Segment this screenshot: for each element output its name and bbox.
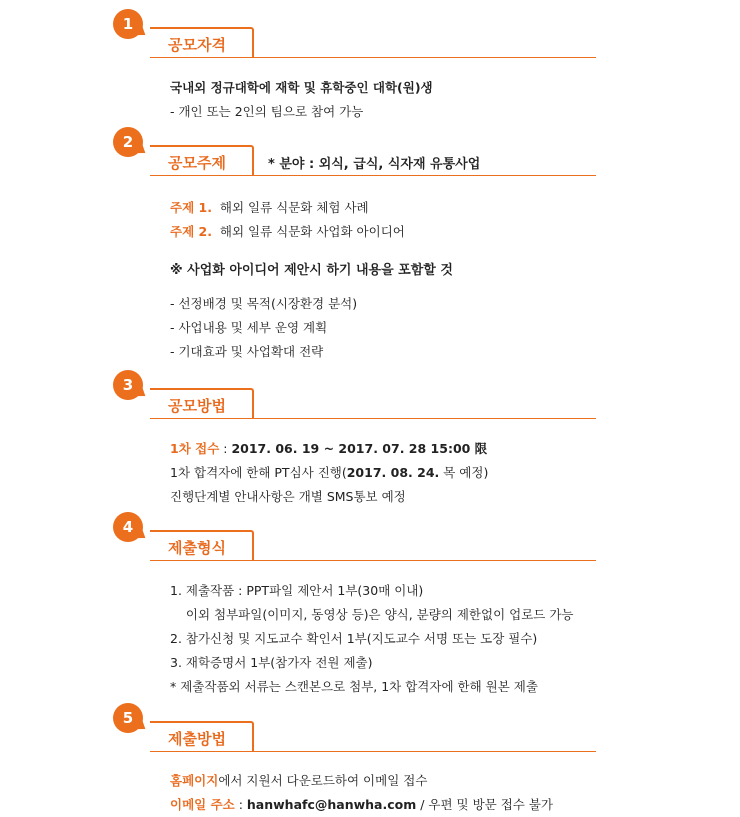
email-address[interactable]: hanwhafc@hanwha.com — [246, 797, 417, 812]
pt-review-line — [170, 463, 488, 481]
format-line-3: 2. 참가신청 및 지도교수 확인서 1부(지도교수 서명 또는 도장 필수) — [170, 631, 538, 646]
section-1-title: 공모자격 — [168, 36, 226, 54]
format-line-2: 이외 첨부파일(이미지, 동영상 등)은 양식, 분량의 제한없이 업로드 가능 — [170, 607, 574, 622]
section-1-header — [150, 27, 596, 58]
topic-1 — [170, 198, 369, 216]
format-line-1: 1. 제출작품 : PPT파일 제안서 1부(30매 이내) — [170, 583, 424, 598]
section-2-header — [150, 145, 596, 176]
section-5-header — [150, 721, 596, 752]
step-4-badge: 4 — [113, 512, 143, 542]
first-round-period: 2017. 06. 19 ~ 2017. 07. 28 15:00 限 — [231, 441, 488, 456]
topic-1-label: 주제 1. — [170, 200, 212, 215]
section-4-header — [150, 530, 596, 561]
topic-item-1: - 선정배경 및 목적(시장환경 분석) — [170, 296, 358, 311]
email-label: 이메일 주소 — [170, 797, 235, 812]
sms-notice-line: 진행단계별 안내사항은 개별 SMS통보 예정 — [170, 489, 406, 504]
topic-2 — [170, 222, 405, 240]
topic-emphasis: ※ 사업화 아이디어 제안시 하기 내용을 포함할 것 — [170, 263, 453, 278]
step-3-badge: 3 — [113, 370, 143, 400]
format-line-4: 3. 재학증명서 1부(참가자 전원 제출) — [170, 655, 373, 670]
email-sep: : — [234, 797, 247, 812]
first-round-line — [170, 439, 487, 457]
topic-item-2: - 사업내용 및 세부 운영 계획 — [170, 320, 328, 335]
section-3-header — [150, 388, 596, 419]
section-4-title: 제출형식 — [168, 539, 226, 557]
pt-review-day: 목 예정) — [439, 465, 489, 480]
homepage-line — [170, 771, 427, 789]
topic-field-note: * 분야 : 외식, 급식, 식자재 유통사업 — [268, 157, 481, 172]
section-2-title: 공모주제 — [168, 154, 226, 172]
section-5-title: 제출방법 — [168, 730, 226, 748]
topic-item-3: - 기대효과 및 사업확대 전략 — [170, 344, 324, 359]
eligibility-line-1: 국내외 정규대학에 재학 및 휴학중인 대학(원)생 — [170, 80, 433, 95]
pt-review-date: 2017. 08. 24. — [346, 465, 440, 480]
eligibility-line-2: - 개인 또는 2인의 팀으로 참여 가능 — [170, 104, 364, 119]
step-5-badge: 5 — [113, 703, 143, 733]
email-rest: / 우편 및 방문 접수 불가 — [416, 797, 553, 812]
homepage-link[interactable]: 홈페이지 — [170, 773, 219, 788]
email-line — [170, 795, 553, 813]
format-line-5: * 제출작품외 서류는 스캔본으로 첨부, 1차 합격자에 한해 원본 제출 — [170, 679, 538, 694]
topic-2-text: 해외 일류 식문화 사업화 아이디어 — [219, 224, 405, 239]
first-round-label: 1차 접수 — [170, 441, 220, 456]
step-2-badge: 2 — [113, 127, 143, 157]
step-1-badge: 1 — [113, 9, 143, 39]
homepage-text: 에서 지원서 다운로드하여 이메일 접수 — [218, 773, 428, 788]
topic-2-label: 주제 2. — [170, 224, 212, 239]
topic-1-text: 해외 일류 식문화 체험 사례 — [219, 200, 369, 215]
pt-review-text: 1차 합격자에 한해 PT심사 진행( — [170, 465, 347, 480]
section-3-title: 공모방법 — [168, 397, 226, 415]
first-round-sep: : — [219, 441, 232, 456]
